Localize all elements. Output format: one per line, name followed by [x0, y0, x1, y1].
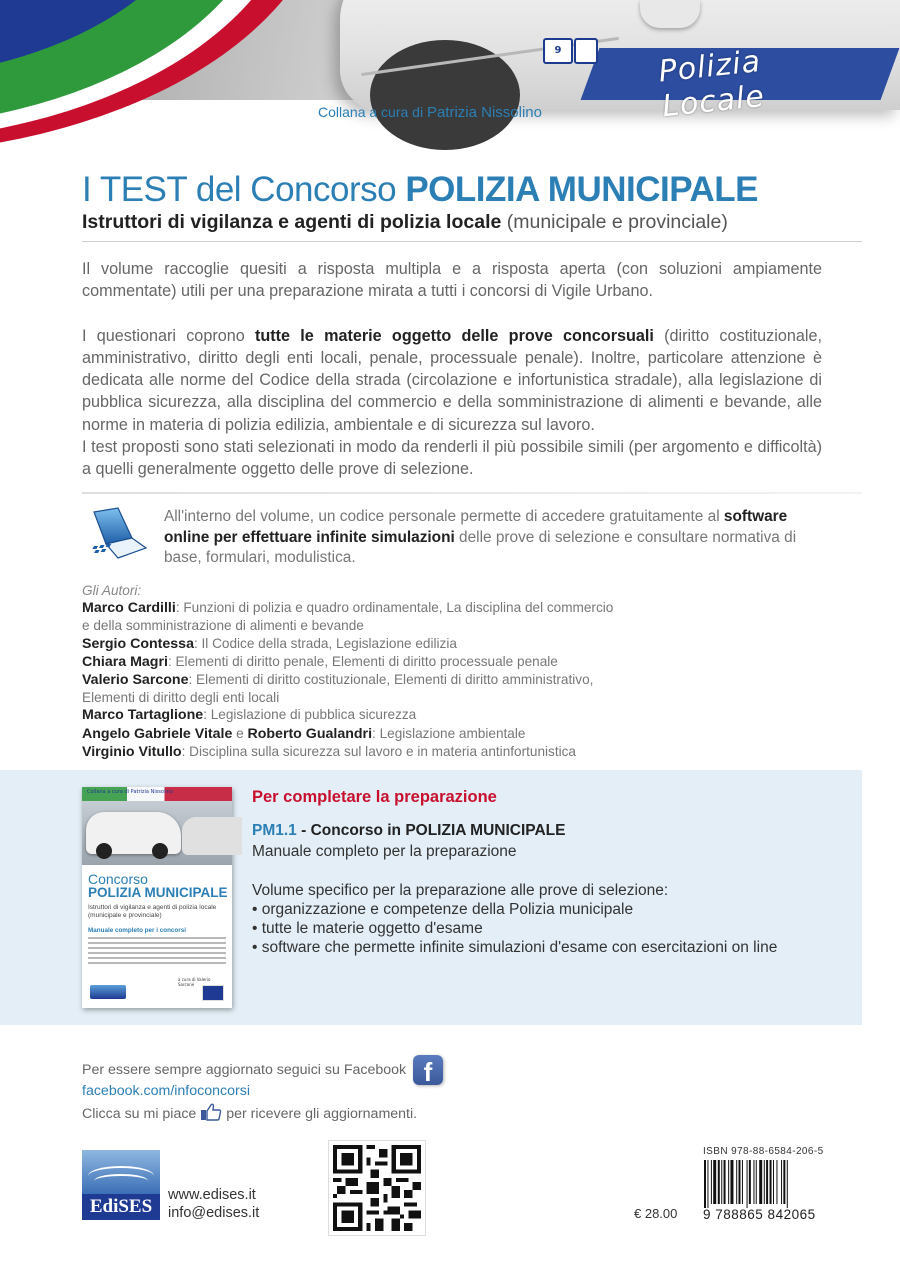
mini-cover-title-2: POLIZIA MUNICIPALE — [88, 885, 228, 900]
mini-cover-title-1: Concorso — [88, 871, 148, 887]
barcode-bar — [724, 1160, 726, 1204]
list-item: • tutte le materie oggetto d'esame — [252, 919, 812, 938]
like-text-before: Clicca su mi piace — [82, 1106, 197, 1122]
author-line — [82, 617, 682, 634]
barcode-bar — [711, 1160, 712, 1204]
author-topics: : Legislazione ambientale — [372, 725, 526, 741]
preparation-volume-details — [252, 881, 812, 957]
barcode-bar — [776, 1160, 777, 1204]
isbn-digits: 9 788865 842065 — [703, 1207, 816, 1222]
author-connector: e — [232, 725, 248, 741]
authors-list — [82, 582, 682, 761]
preparation-book-title — [252, 822, 565, 840]
list-item: • organizzazione e competenze della Polizia municipale — [252, 900, 812, 919]
car-lettering: Polizia Locale — [656, 44, 767, 125]
description-paragraph-1: Il volume raccoglie quesiti a risposta multipla e a risposta aperta (con soluzioni ampiamente commentate) utili per una preparazione mirata a tutti i concorsi di Vigile Urbano. — [82, 260, 822, 301]
publisher-contacts — [168, 1186, 259, 1222]
facebook-icon[interactable]: f — [413, 1055, 443, 1085]
preparation-heading: Per completare la preparazione — [252, 788, 497, 806]
mini-cover-curatore: a cura di Valerio Sarcone — [178, 977, 211, 987]
barcode-bar — [787, 1160, 788, 1208]
author-line — [82, 743, 682, 761]
author-name: Marco Tartaglione — [82, 707, 204, 724]
barcode-bar — [781, 1160, 782, 1204]
barcode-bar — [730, 1160, 733, 1204]
facebook-link[interactable]: facebook.com/infoconcorsi — [82, 1083, 250, 1099]
mini-cover-subtitle: Istruttori di vigilanza e agenti di polizia locale (municipale e provinciale) — [88, 904, 217, 919]
preparation-intro: Volume specifico per la preparazione alle prove di selezione: — [252, 882, 669, 899]
barcode-bar — [742, 1160, 743, 1204]
barcode-bar — [704, 1160, 706, 1208]
edises-logo-wave — [94, 1174, 148, 1188]
car-badge: 9 — [543, 38, 573, 64]
author-name: Valerio Sarcone — [82, 672, 189, 689]
author-name: Angelo Gabriele Vitale — [82, 725, 233, 742]
book-title — [82, 170, 758, 210]
book-subtitle — [82, 211, 728, 234]
title-prefix: I TEST del Concorso — [82, 170, 397, 209]
like-text-after: per ricevere gli aggiornamenti. — [226, 1106, 418, 1122]
mini-cover-car-2 — [182, 817, 242, 855]
author-topics: : Funzioni di polizia e quadro ordinamentale, La disciplina del commercio — [175, 600, 614, 616]
barcode-bar — [749, 1160, 751, 1204]
like-invite — [82, 1103, 417, 1122]
author-line — [82, 689, 682, 706]
section-separator — [82, 492, 862, 494]
desc-p2-start: I questionari coprono — [82, 326, 245, 345]
author-topics: : Elementi di diritto costituzionale, Elementi di diritto amministrativo, — [188, 672, 594, 688]
barcode-bar — [718, 1160, 720, 1204]
preparation-book-name: - Concorso in POLIZIA MUNICIPALE — [296, 822, 566, 839]
author-topics: : Legislazione di pubblica sicurezza — [203, 707, 417, 723]
software-text-end: delle prove di selezione e consultare normativa di base, formulari, modulistica. — [164, 528, 797, 566]
collana-author: Patrizia Nissolino — [426, 104, 542, 121]
desc-p2-last: I test proposti sono stati selezionati in modo da renderli il più possibile simili (per argomento e difficoltà) a quelli generalmente oggetto delle prove di selezione. — [82, 438, 822, 479]
author-topics: : Il Codice della strada, Legislazione edilizia — [193, 635, 457, 651]
author-line — [82, 599, 682, 617]
qr-code[interactable] — [328, 1140, 426, 1236]
title-strong: POLIZIA MUNICIPALE — [405, 170, 758, 209]
description — [82, 258, 822, 481]
mini-cover-text-lines — [88, 937, 226, 967]
barcode-bar — [759, 1160, 762, 1204]
barcode-bar — [736, 1160, 737, 1204]
preparation-book-code: PM1.1 — [252, 822, 297, 839]
collana-prefix: Collana a cura di — [318, 104, 424, 120]
mini-cover-wheel — [152, 843, 168, 859]
barcode-bar — [783, 1160, 785, 1204]
author-topics: Elementi di diritto degli enti locali — [82, 690, 280, 706]
barcode-bar — [756, 1160, 757, 1204]
barcode-bar — [747, 1160, 748, 1208]
barcode-bar — [753, 1160, 754, 1204]
desc-p2-rest: (diritto costituzionale, amministrativo, diritto degli enti locali, penale, processuale penale). Inoltre, particolare attenzione è dedicata alle norme del Codice della strada (circolazione e infortunistica stradale), alla legislazione di pubblica sicurezza, alla disciplina del commercio e della somministrazione di alimenti e bevande, alle norme in materia di polizia edilizia, ambientale e di sicurezza sul lavoro. — [82, 326, 822, 434]
barcode-bar — [773, 1160, 774, 1204]
author-topics: : Elementi di diritto penale, Elementi di diritto processuale penale — [167, 653, 558, 669]
collana-credit — [318, 104, 542, 121]
subtitle-bold: Istruttori di vigilanza e agenti di polizia locale — [82, 211, 502, 233]
barcode-bar — [707, 1160, 708, 1208]
software-laptop-icon — [88, 508, 150, 560]
mini-cover-wheel — [96, 843, 112, 859]
publisher-website[interactable]: www.edises.it — [168, 1187, 256, 1203]
mini-cover-publisher-logo — [202, 985, 224, 1001]
author-line — [82, 635, 682, 653]
barcode-bar — [728, 1160, 729, 1204]
author-line — [82, 725, 682, 743]
edises-logo — [82, 1150, 160, 1220]
title-divider — [82, 241, 862, 242]
author-name: Virginio Vitullo — [82, 743, 182, 760]
mini-cover-collana: Collana a cura di Patrizia Nissolino — [87, 789, 173, 795]
list-item: • software che permette infinite simulazioni d'esame con esercitazioni on line — [252, 938, 812, 957]
description-paragraph-2 — [82, 325, 822, 481]
qr-code-icon — [333, 1145, 421, 1231]
author-line — [82, 706, 682, 724]
publisher-email[interactable]: info@edises.it — [168, 1205, 260, 1221]
subtitle-light: (municipale e provinciale) — [506, 211, 728, 233]
software-notice — [164, 507, 824, 569]
preparation-book-description: Manuale completo per la preparazione — [252, 843, 517, 860]
price: € 28.00 — [634, 1206, 678, 1221]
barcode-bar — [713, 1160, 716, 1204]
isbn-barcode — [703, 1160, 821, 1208]
barcode-bar — [721, 1160, 722, 1204]
isbn-label: ISBN 978-88-6584-206-5 — [703, 1146, 824, 1157]
mini-cover-manual: Manuale completo per i concorsi — [88, 927, 186, 934]
authors-label: Gli Autori: — [82, 583, 142, 598]
car-mirror — [640, 0, 700, 28]
related-book-cover — [82, 787, 232, 1008]
software-text-bold: software online per effettuare infinite simulazioni — [164, 508, 788, 546]
author-name: Roberto Gualandri — [247, 725, 373, 742]
car-emblem-icon — [574, 38, 598, 64]
author-line — [82, 671, 682, 689]
thumbs-up-icon[interactable] — [200, 1103, 222, 1121]
barcode-bar — [764, 1160, 765, 1204]
author-topics: e della somministrazione di alimenti e bevande — [82, 618, 364, 634]
barcode-bar — [739, 1160, 741, 1204]
barcode-bar — [770, 1160, 772, 1204]
preparation-list — [252, 900, 812, 957]
author-topics: : Disciplina sulla sicurezza sul lavoro e in materia antinfortunistica — [181, 743, 576, 759]
author-line — [82, 653, 682, 671]
italian-flag-swoosh — [0, 0, 320, 170]
software-text-start: All'interno del volume, un codice personale permette di accedere gratuitamente al — [164, 508, 720, 525]
mini-cover-software-logo — [90, 985, 126, 999]
desc-p2-bold: tutte le materie oggetto delle prove concorsuali — [254, 326, 654, 345]
author-name: Marco Cardilli — [82, 600, 176, 617]
author-name: Sergio Contessa — [82, 635, 194, 652]
author-name: Chiara Magri — [82, 653, 168, 670]
edises-logo-name: EdiSES — [89, 1196, 153, 1217]
facebook-invite: Per essere sempre aggiornato seguici su Facebook — [82, 1062, 407, 1078]
barcode-bar — [766, 1160, 768, 1204]
